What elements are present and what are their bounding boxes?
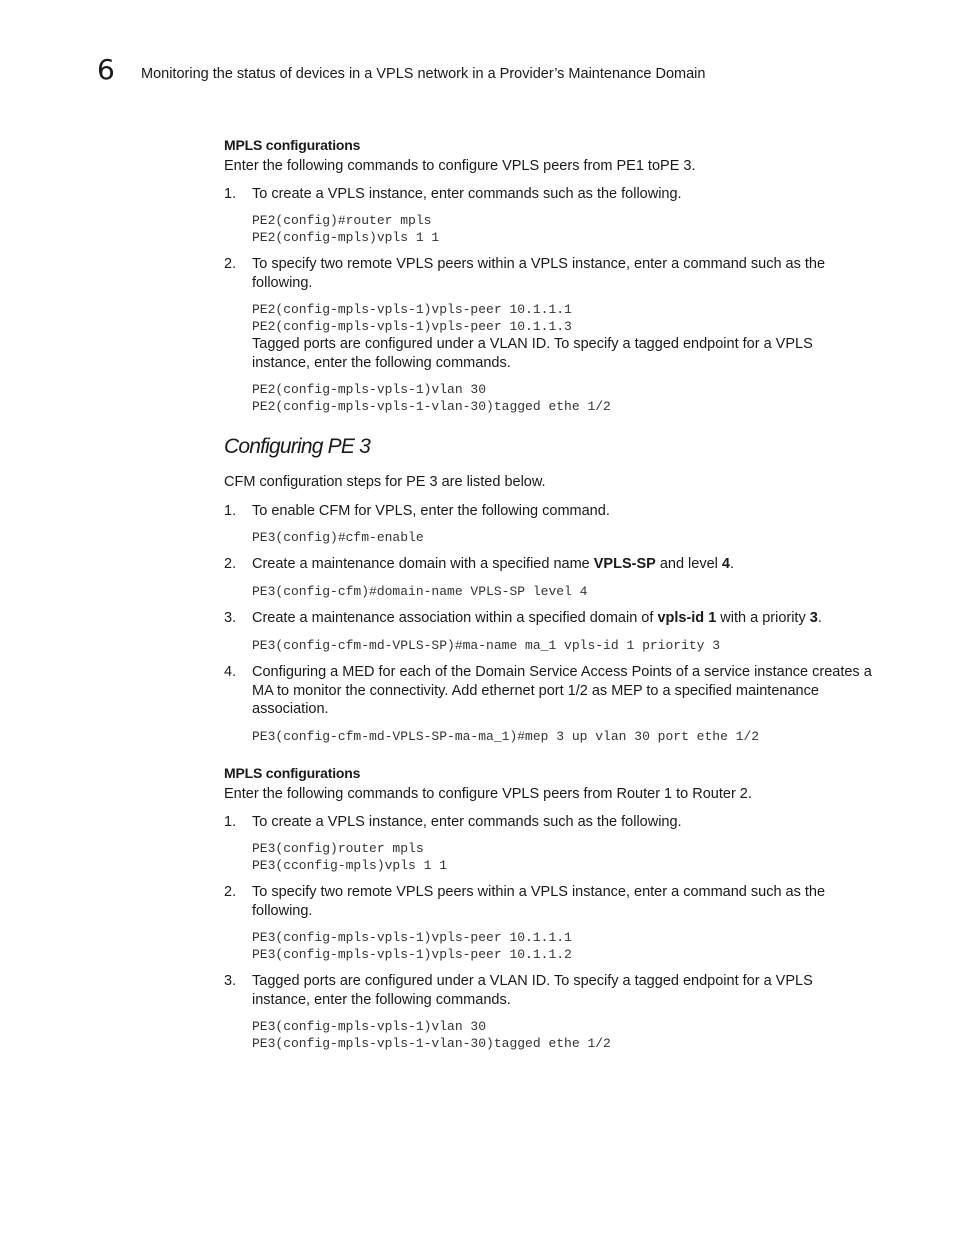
intro-text: CFM configuration steps for PE 3 are listed below.	[224, 474, 546, 490]
code-line: PE3(config-mpls-vpls-1)vlan 30	[252, 1019, 487, 1034]
code-block	[252, 729, 874, 746]
code-line: PE3(cconfig-mpls)vpls 1 1	[252, 857, 448, 873]
list-item	[224, 555, 874, 574]
list-item	[224, 502, 874, 521]
step-number: 1.	[224, 814, 237, 830]
code-line: PE3(config-cfm-md-VPLS-SP-ma-ma_1)#mep 3 up vlan 30 port ethe 1/2	[252, 729, 760, 744]
list-item	[224, 185, 874, 204]
code-block	[252, 638, 874, 655]
intro-text: Enter the following commands to configure VPLS peers from PE1 toPE 3.	[224, 158, 696, 174]
code-line: PE2(config-mpls-vpls-1)vlan 30	[252, 382, 487, 397]
chapter-number: 6	[97, 53, 115, 86]
list-item	[224, 255, 874, 292]
step-number: 4.	[224, 664, 237, 680]
step-text: To specify two remote VPLS peers within a VPLS instance, enter a command such as the following.	[252, 256, 826, 291]
code-line: PE2(config)#router mpls	[252, 213, 432, 228]
code-line: PE3(config-mpls-vpls-1-vlan-30)tagged ethe 1/2	[252, 1035, 611, 1051]
code-line: PE2(config-mpls-vpls-1)vpls-peer 10.1.1.1	[252, 302, 572, 317]
step-text: Tagged ports are configured under a VLAN ID. To specify a tagged endpoint for a VPLS instance, enter the following commands.	[252, 973, 813, 1008]
step-text: Create a maintenance association within a specified domain of vpls-id 1 with a priority 3.	[252, 610, 822, 626]
code-block	[252, 213, 874, 246]
list-item	[224, 883, 874, 920]
step-number: 3.	[224, 973, 237, 989]
section-title: Configuring PE 3	[224, 435, 370, 458]
step-text: Create a maintenance domain with a specified name VPLS-SP and level 4.	[252, 556, 735, 572]
code-block	[252, 1019, 874, 1052]
code-line: PE3(config-cfm-md-VPLS-SP)#ma-name ma_1 vpls-id 1 priority 3	[252, 638, 721, 653]
code-block	[252, 841, 874, 874]
list-item	[224, 972, 874, 1009]
code-block	[252, 382, 874, 415]
step-text: To create a VPLS instance, enter commands such as the following.	[252, 186, 682, 202]
running-head: Monitoring the status of devices in a VPLS network in a Provider’s Maintenance Domain	[141, 66, 706, 82]
step-number: 3.	[224, 610, 237, 626]
step-number: 2.	[224, 556, 237, 572]
code-line: PE2(config-mpls-vpls-1-vlan-30)tagged ethe 1/2	[252, 398, 611, 414]
subheading-mpls-configurations: MPLS configurations	[224, 137, 361, 153]
note-text: Tagged ports are configured under a VLAN ID. To specify a tagged endpoint for a VPLS instance, enter the following commands.	[252, 336, 813, 371]
step-text: To create a VPLS instance, enter commands such as the following.	[252, 814, 682, 830]
code-line: PE3(config-mpls-vpls-1)vpls-peer 10.1.1.1	[252, 930, 572, 945]
step-number: 1.	[224, 186, 237, 202]
step-text: To enable CFM for VPLS, enter the following command.	[252, 503, 610, 519]
code-line: PE3(config-mpls-vpls-1)vpls-peer 10.1.1.2	[252, 946, 572, 962]
code-block	[252, 930, 874, 963]
step-text: To specify two remote VPLS peers within a VPLS instance, enter a command such as the following.	[252, 884, 826, 919]
intro-text: Enter the following commands to configure VPLS peers from Router 1 to Router 2.	[224, 786, 752, 802]
subheading-mpls-configurations: MPLS configurations	[224, 765, 361, 781]
list-item	[224, 609, 874, 628]
code-line: PE2(config-mpls-vpls-1)vpls-peer 10.1.1.3	[252, 318, 572, 334]
step-number: 2.	[224, 256, 237, 272]
step-number: 2.	[224, 884, 237, 900]
code-line: PE2(config-mpls)vpls 1 1	[252, 229, 440, 245]
code-block	[252, 584, 874, 601]
code-line: PE3(config)router mpls	[252, 841, 424, 856]
code-block	[252, 530, 874, 547]
code-block	[252, 302, 874, 335]
code-line: PE3(config-cfm)#domain-name VPLS-SP level 4	[252, 584, 588, 599]
list-item	[224, 813, 874, 832]
code-line: PE3(config)#cfm-enable	[252, 530, 424, 545]
step-number: 1.	[224, 503, 237, 519]
list-item	[224, 663, 874, 719]
step-text: Configuring a MED for each of the Domain Service Access Points of a service instance creates a MA to monitor the connectivity. Add ethernet port 1/2 as MEP to a specified maintenance association.	[252, 664, 872, 717]
